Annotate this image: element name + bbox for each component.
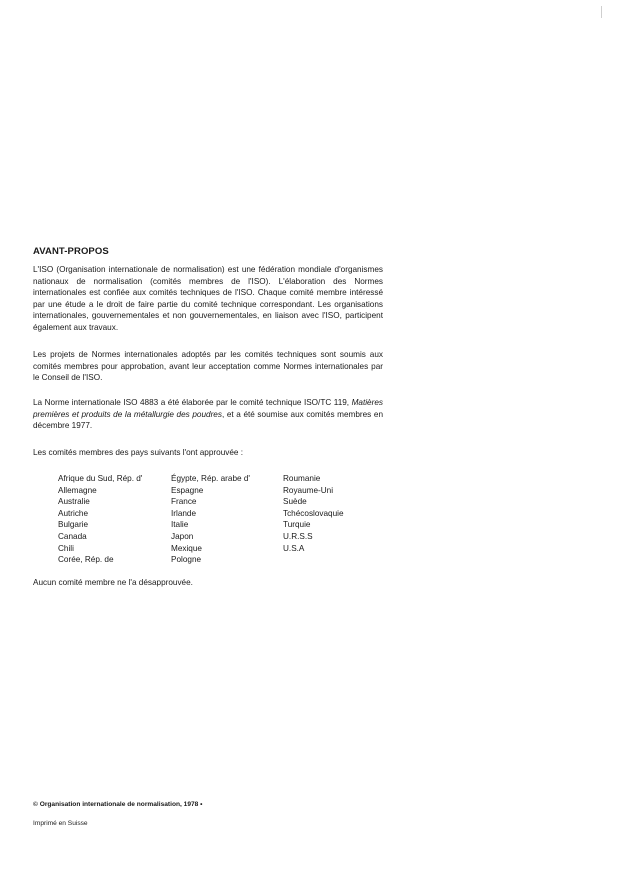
country-name: Corée, Rép. de [58,555,114,565]
printed-in-notice: Imprimé en Suisse [33,820,88,827]
country-column-3 [283,473,403,566]
country-list [58,473,403,566]
approving-members-intro: Les comités membres des pays suivants l'ont approuvée : [33,448,243,457]
country-name: Roumanie [283,474,321,483]
country-name: Afrique du Sud, Rép. d' [58,474,143,483]
country-name: Mexique [171,543,202,553]
disapproval-statement: Aucun comité membre ne l'a désapprouvée. [33,578,193,587]
country-name: Turquie [283,520,311,530]
standard-origin-paragraph [33,397,383,432]
country-name: Chili [58,543,74,553]
country-name: Autriche [58,508,89,518]
standard-origin-text-end: , et a été soumise aux comités membres en décembre 1977. [33,409,383,431]
country-name: Royaume-Uni [283,485,334,495]
country-name: Tchécoslovaquie [283,508,344,518]
approval-process-paragraph: Les projets de Normes internationales adoptés par les comités techniques sont soumis aux comités membres pour approbation, avant leur acceptation comme Normes internationales par le Conseil de l'ISO. [33,350,383,383]
country-name: Canada [58,531,87,541]
country-name: Égypte, Rép. arabe d' [171,474,250,483]
country-name: U.S.A [283,543,305,553]
country-column-1 [58,473,171,566]
country-name: Bulgarie [58,520,89,530]
country-name: Australie [58,497,90,507]
country-column-2 [171,473,283,566]
country-name: Italie [171,520,189,530]
country-name: Japon [171,531,194,541]
country-name: France [171,497,197,507]
section-heading: AVANT-PROPOS [33,246,109,257]
country-name: Suède [283,497,307,507]
intro-paragraph: L'ISO (Organisation internationale de normalisation) est une fédération mondiale d'organismes nationaux de normalisation (comités membres de l'ISO). L'élaboration des Normes internationales est confiée aux comités techniques de l'ISO. Chaque comité membre intéressé par une étude a le droit de faire partie du comité technique correspondant. Les organisations internationales, gouvernementales et non gouvernementales, en liaison avec l'ISO, participent également aux travaux. [33,265,383,332]
standard-origin-text-start: La Norme internationale ISO 4883 a été élaborée par le comité technique ISO/TC 119, [33,398,352,407]
country-name: U.R.S.S [283,531,313,541]
copyright-notice: © Organisation internationale de normalisation, 1978 • [33,801,203,808]
country-name: Allemagne [58,485,97,495]
country-name: Irlande [171,508,197,518]
country-name: Pologne [171,555,202,565]
margin-mark [601,6,602,18]
country-name: Espagne [171,485,204,495]
committee-title: Matières premières et produits de la métallurgie des poudres [33,398,383,419]
